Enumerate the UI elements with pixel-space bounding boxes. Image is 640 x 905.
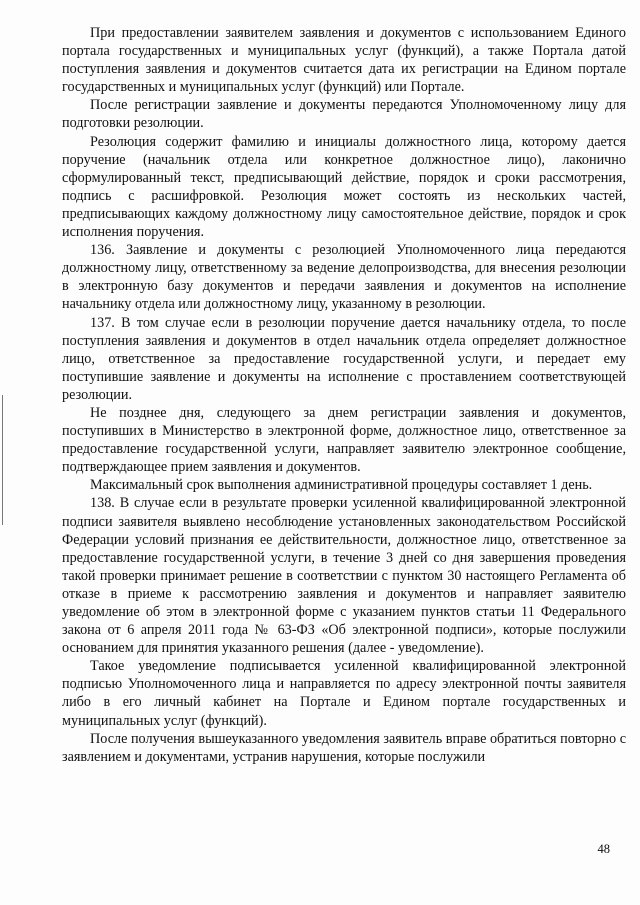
paragraph-137: 137. В том случае если в резолюции поручение дается начальнику отдела, то после поступления заявления и документов в отдел начальник отдела определяет должностное лицо, ответственное за предоставление государственной услуги, и передает ему поступившие заявление и документы на исполнение с проставлением соответствующей резолюции. <box>62 314 626 403</box>
document-body <box>62 24 626 766</box>
paragraph: Максимальный срок выполнения административной процедуры составляет 1 день. <box>90 477 593 494</box>
paragraph-136: 136. Заявление и документы с резолюцией Уполномоченного лица передаются должностному лицу, ответственному за ведение делопроизводства, для внесения резолюции в электронную базу документов и передачи заявления и документов на исполнение начальнику отдела или должностному лицу, указанному в резолюции. <box>62 242 626 313</box>
scan-edge-mark <box>2 395 3 525</box>
paragraph: Резолюция содержит фамилию и инициалы должностного лица, которому дается поручение (начальник отдела или конкретное должностное лицо), лаконично сформулированный текст, предписывающий действие, порядок и сроки рассмотрения, подпись с расшифровкой. Резолюция может состоять из нескольких частей, предписывающих каждому должностному лицу самостоятельное действие, порядок и срок исполнения поручения. <box>62 133 626 241</box>
page-number: 48 <box>597 842 610 856</box>
paragraph-138: 138. В случае если в результате проверки усиленной квалифицированной электронной подписи заявителя выявлено несоблюдение установленных законодательством Российской Федерации условий признания ее действительности, должностное лицо, ответственное за предоставление государственной услуги, в течение 3 дней со дня завершения проведения такой проверки принимает решение в соответствии с пунктом 30 настоящего Регламента об отказе в приеме к рассмотрению заявления и документов и направляет заявителю уведомление об этом в электронной форме с указанием пунктов статьи 11 Федерального закона от 6 апреля 2011 года № 63-ФЗ «Об электронной подписи», которые послужили основанием для принятия указанного решения (далее - уведомление). <box>62 495 626 657</box>
paragraph: Такое уведомление подписывается усиленной квалифицированной электронной подписью Уполномоченного лица и направляется по адресу электронной почты заявителя либо в его личный кабинет на Портале и Едином портале государственных и муниципальных услуг (функций). <box>62 658 626 729</box>
paragraph: После получения вышеуказанного уведомления заявитель вправе обратиться повторно с заявлением и документами, устранив нарушения, которые послужили <box>62 730 626 765</box>
paragraph: Не позднее дня, следующего за днем регистрации заявления и документов, поступивших в Министерство в электронной форме, должностное лицо, ответственное за предоставление государственной услуги, направляет заявителю электронное сообщение, подтверждающее прием заявления и документов. <box>62 404 626 476</box>
paragraph: При предоставлении заявителем заявления и документов с использованием Единого портала государственных и муниципальных услуг (функций), а также Портала датой поступления заявления и документов считается дата их регистрации на Едином портале государственных и муниципальных услуг (функций) или Портале. <box>62 25 626 96</box>
paragraph: После регистрации заявление и документы передаются Уполномоченному лицу для подготовки резолюции. <box>62 97 626 132</box>
